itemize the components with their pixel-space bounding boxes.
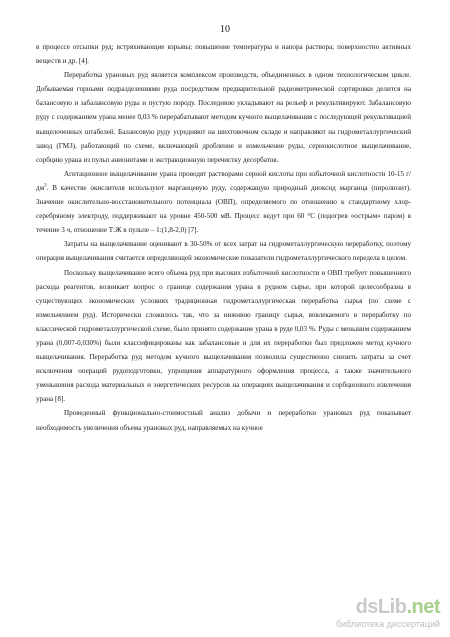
- superscript-cubed: 3: [44, 183, 47, 189]
- paragraph-leaching-costs: Затраты на выщелачивание оценивают в 30-50% от всех затрат на гидрометаллургическую переработку, поэтому операция выщелачивания считается определяющей экономические показатели гидрометаллургического передела в целом.: [36, 240, 411, 263]
- paragraph-agitation-leaching: [36, 167, 411, 237]
- paragraph-uranium-processing: Переработка урановых руд является комплексом производств, объединенных в одном технологическом цикле. Добываемая горными подразделениями руда посредством предварительной радиометрической сортировки делится на балансовую и забалансовую руды и пустую породу. Последнюю укладывают на рельеф и рекультивируют. Забалансовую руду с содержанием урана менее 0,03 % перерабатывают методом кучного выщелачивания с последующей рекультивацией выщелоченных штабелей. Балансовую руду усредняют на шихтовочном складе и направляют на гидрометаллургический завод (ГМЗ), работающий по схеме, включающей дробление и измельчение руды, сернокислотное выщелачивание, сорбцию урана из пульп анионитами и экстракционную перечистку десорбатов.: [36, 71, 411, 164]
- paragraph-continuation: в процессе отсыпки руд; встряхивающие взрывы; повышение температуры и напора раствора; поверхностно активных веществ и др. [4].: [36, 43, 411, 66]
- dslib-subtitle: библиотека диссертаций: [335, 619, 440, 629]
- dslib-watermark: [335, 596, 440, 631]
- dslib-logo: dsLib.net: [355, 596, 440, 618]
- paragraph-ore-grade-boundary: Поскольку выщелачивание всего объема руд при высоких избыточной кислотности и ОВП требует повышенного расхода реагентов, возникает вопрос о границе содержания урана в рудном сырье, при которой целесообразна в существующих экономических условиях традиционная гидрометаллургическая переработка сырья (по схеме с измельчением руд). Исторически сложилось так, что за нижнюю границу сырья, вовлекаемого в переработку по классической гидрометаллургической схеме, было принято содержание урана в руде 0,03 %. Руды с меньшим содержанием урана (0,007-0,030%) были классифицированы как забалансовые и для их переработки был предложен метод кучного выщелачивания. Переработка руд методом кучного выщелачивания позволила существенно снизить затраты за счет исключения операций рудоподготовки, упрощения аппаратурного оформления процесса, а также значительного уменьшения расхода материальных и энергетических ресурсов на операциях выщелачивания и сорбционного извлечения урана [8].: [36, 268, 411, 404]
- agitation-text-after: . В качестве окислителя используют марганцевую руду, содержащую природный диоксид марганца (пиролюзит). Значение окислительно-восстановительного потенциала (ОВП), определяемого по отношению к стандартному хлор-серебряному электроду, поддерживают на уровне 450-500 мВ. Процесс ведут при 60 °С (подогрев «острым» паром) в течение 3 ч, отношение Т:Ж в пульпе – 1:(1,8-2,0) [7].: [36, 183, 411, 235]
- agitation-text-before: Агитационное выщелачивание урана проводят растворами серной кислоты при избыточной кислотности 10-15 г/дм: [36, 169, 411, 192]
- page-number: 10: [220, 24, 230, 35]
- paragraph-cost-analysis: Проведенный функционально-стоимостный анализ добычи и переработки урановых руд показывает необходимость увеличения объема урановых руд, направляемых на кучное: [36, 409, 411, 432]
- document-body: [36, 40, 411, 435]
